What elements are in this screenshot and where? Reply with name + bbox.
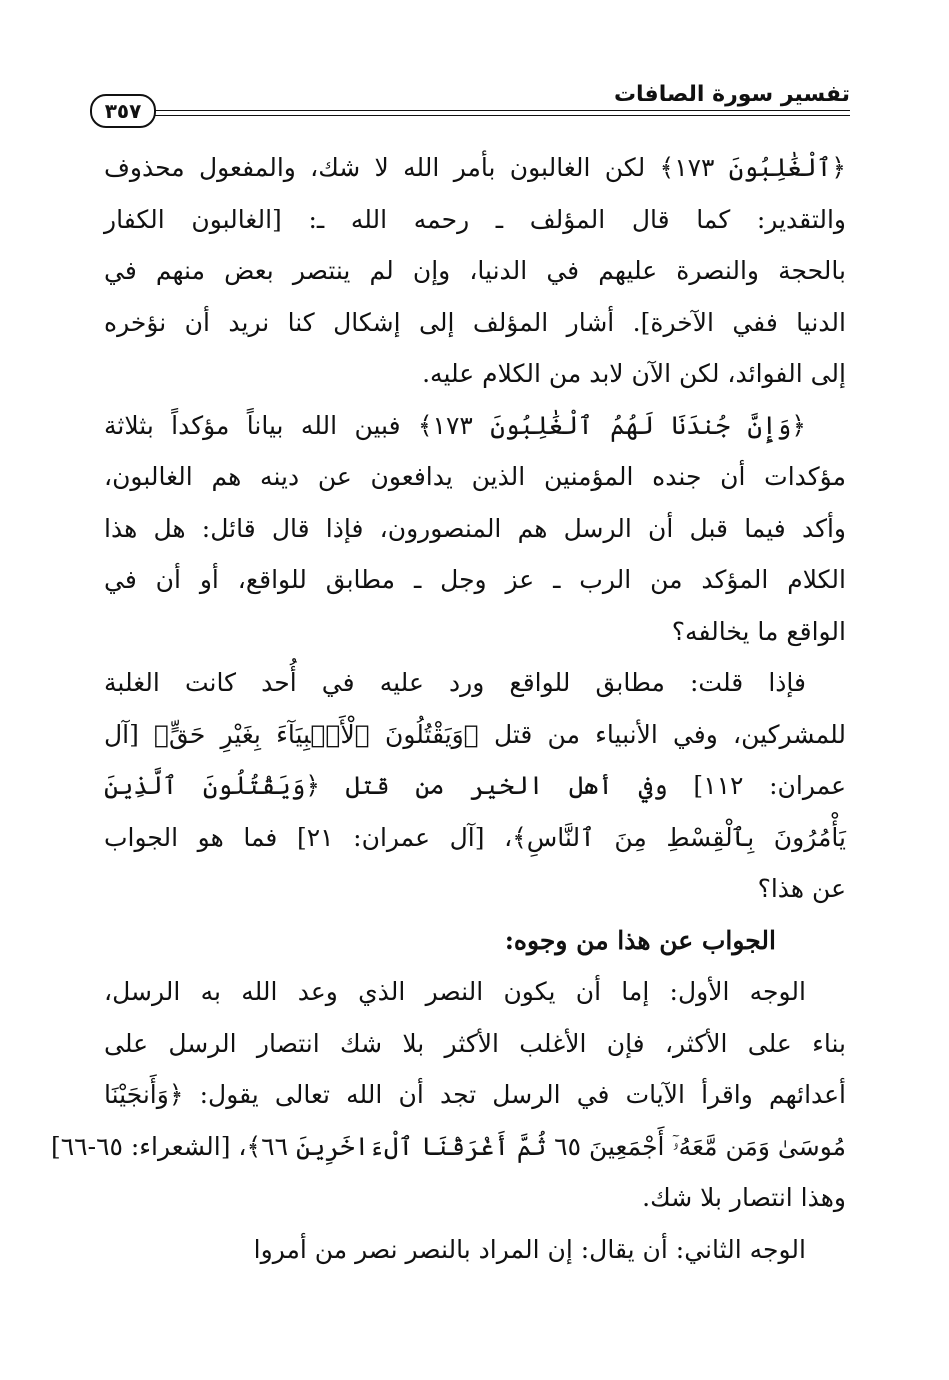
text-line: والتقدير: كما قال المؤلف ـ رحمه الله ـ: [الغالبون الكفار xyxy=(104,204,846,234)
text-line: أعدائهم واقرأ الآيات في الرسل تجد أن الله تعالى يقول: ﴿وَأَنجَيْنَا xyxy=(104,1080,846,1109)
text-line: الكلام المؤكد من الرب ـ عز وجل ـ مطابق للواقع، أو أن في xyxy=(104,565,846,594)
page-header xyxy=(90,82,850,128)
text-line: بالحجة والنصرة عليهم في الدنيا، وإن لم ينتصر بعض منهم في xyxy=(104,256,846,285)
text-line: الواقع ما يخالفه؟ xyxy=(671,616,846,646)
text-line: ﴿ٱلْغَٰلِبُونَ ١٧٣﴾ لكن الغالبون بأمر الله لا شك، والمفعول محذوف xyxy=(104,153,846,182)
text-line: مُوسَىٰ وَمَن مَّعَهُۥٓ أَجْمَعِينَ ٦٥ ثُمَّ أَغْرَقْنَا ٱلْءَاخَرِينَ ٦٦﴾، [الشعراء: ٦٥-٦٦] xyxy=(50,1131,846,1161)
text-line: عن هذا؟ xyxy=(757,874,846,903)
body-text xyxy=(50,142,846,1275)
text-line: الوجه الثاني: أن يقال: إن المراد بالنصر نصر من أمروا xyxy=(253,1234,806,1264)
text-line: عمران: ١١٢] وفي أهل الخير من قتل ﴿وَيَقْتُلُونَ ٱلَّذِينَ xyxy=(104,771,846,800)
text-line: مؤكدات أن جنده المؤمنين الذين يدافعون عن دينه هم الغالبون، xyxy=(104,462,846,491)
text-line: إلى الفوائد، لكن الآن لابد من الكلام عليه. xyxy=(422,359,846,388)
text-line: الدنيا ففي الآخرة]. أشار المؤلف إلى إشكال كنا نريد أن نؤخره xyxy=(104,307,846,337)
text-line: وأكد فيما قبل أن الرسل هم المنصورون، فإذا قال قائل: هل هذا xyxy=(104,513,846,543)
text-line: فإذا قلت: مطابق للواقع ورد عليه في أُحد كانت الغلبة xyxy=(104,668,806,697)
text-line: الوجه الأول: إما أن يكون النصر الذي وعد الله به الرسل، xyxy=(104,977,806,1006)
text-line: بناء على الأكثر، فإن الأغلب الأكثر بلا شك انتصار الرسل على xyxy=(104,1028,846,1058)
text-line: يَأْمُرُونَ بِٱلْقِسْطِ مِنَ ٱلنَّاسِ﴾، [آل عمران: ٢١] فما هو الجواب xyxy=(104,822,846,852)
header-rule xyxy=(152,110,850,116)
section-heading: الجواب عن هذا من وجوه: xyxy=(504,925,776,955)
text-line: وهذا انتصار بلا شك. xyxy=(642,1183,846,1212)
running-title: تفسير سورة الصافات xyxy=(613,82,850,107)
text-line: للمشركين، وفي الأنبياء من قتل ﴿وَيَقْتُلُونَ ٱلْأَنۢبِيَآءَ بِغَيْرِ حَقٍّ﴾ [آل xyxy=(104,719,846,749)
page-number: ٣٥٧ xyxy=(90,94,156,128)
text-line: ﴿وَإِنَّ جُندَنَا لَهُمُ ٱلْغَٰلِبُونَ ١٧٣﴾ فبين الله بياناً مؤكداً بثلاثة xyxy=(104,410,806,440)
